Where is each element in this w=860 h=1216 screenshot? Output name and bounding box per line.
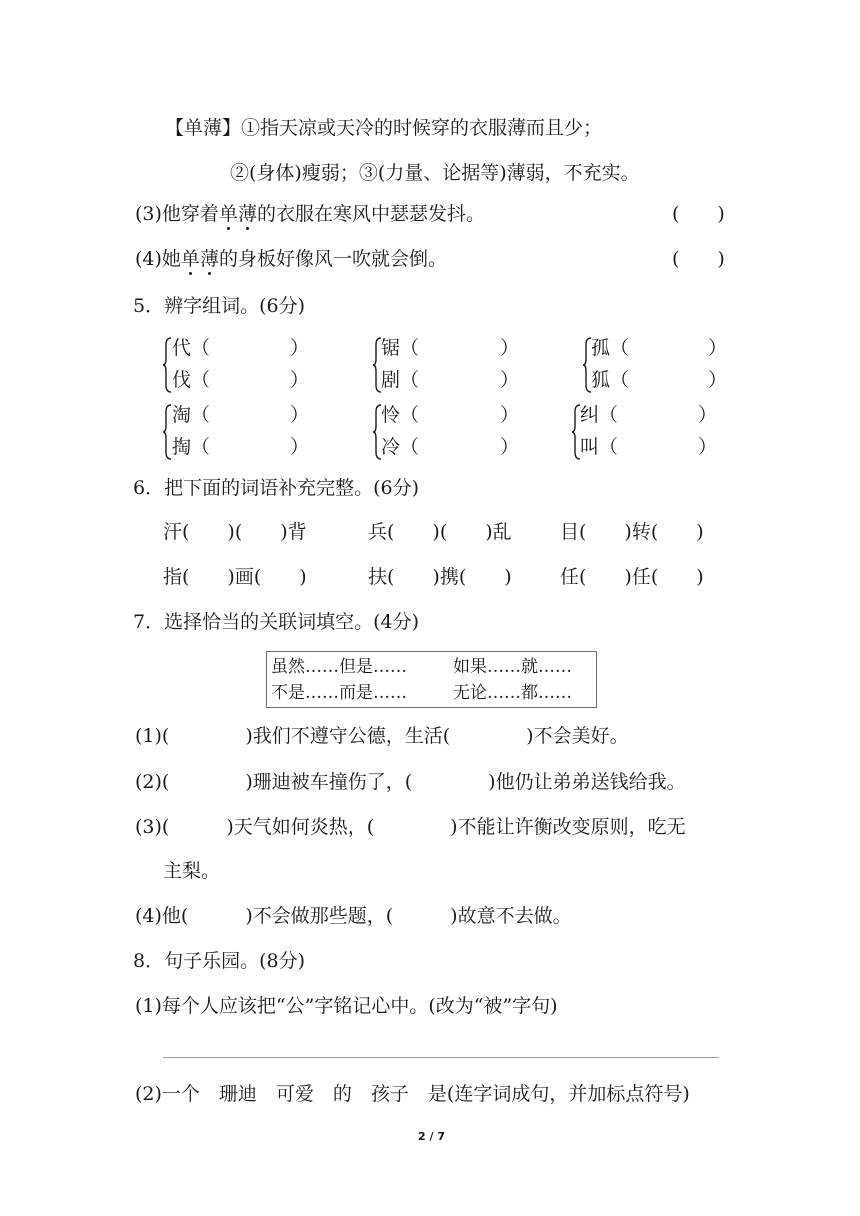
idiom-fill[interactable]: 任( )任( ) (560, 566, 704, 588)
answer-blank[interactable]: ） (500, 404, 520, 426)
question-3 (135, 205, 485, 224)
answer-blank[interactable]: ） (708, 337, 728, 359)
answer-blank[interactable]: ） (290, 337, 310, 359)
pair-char-a: 怜（ (381, 404, 420, 426)
emphasis-char: 单 (218, 203, 238, 225)
pair-char-b: 狐（ (591, 369, 630, 391)
answer-blank-4[interactable]: ( ) (672, 248, 725, 270)
emphasis-char: 薄 (237, 203, 257, 225)
idiom-fill[interactable]: 指( )画( ) (163, 566, 307, 588)
answer-blank[interactable]: ） (698, 404, 718, 426)
question-3-text-b: 的衣服在寒风中瑟瑟发抖。 (256, 203, 485, 225)
question-7-3-cont: 主梨。 (163, 860, 221, 882)
pair-char-a: 代（ (172, 337, 211, 359)
definition-line-1 (165, 119, 602, 138)
answer-blank[interactable]: ） (708, 369, 728, 391)
section-7-title: 7．选择恰当的关联词填空。(4分) (133, 611, 420, 633)
section-5-title: 5．辨字组词。(6分) (133, 295, 306, 317)
question-7-3[interactable]: (3)( )天气如何炎热，( )不能让许衡改变原则，吃无 (135, 816, 686, 838)
question-3-text-a: (3)他穿着 (135, 203, 219, 225)
answer-blank[interactable]: ） (290, 369, 310, 391)
emphasis-char: 薄 (199, 248, 219, 270)
idiom-fill[interactable]: 扶( )携( ) (368, 566, 512, 588)
page-number: 2 / 7 (418, 1130, 445, 1143)
pair-char-b: 掏（ (172, 436, 211, 458)
answer-blank[interactable]: ） (500, 337, 520, 359)
definition-line-2: ②(身体)瘦弱；③(力量、论据等)薄弱，不充实。 (230, 162, 640, 184)
word-bank-item: 无论……都…… (453, 683, 572, 703)
question-4-text-b: 的身板好像风一吹就会倒。 (218, 248, 447, 270)
pair-char-b: 叫（ (580, 436, 619, 458)
answer-blank[interactable]: ） (290, 404, 310, 426)
word-bank-item: 如果……就…… (453, 657, 572, 677)
question-8-2: (2)一个 珊迪 可爱 的 孩子 是(连字词成句，并加标点符号) (135, 1083, 690, 1105)
idiom-fill[interactable]: 汗( )( )背 (163, 521, 307, 543)
question-7-4[interactable]: (4)他( )不会做那些题，( )故意不去做。 (135, 905, 572, 927)
question-8-1: (1)每个人应该把“公”字铭记心中。(改为“被”字句) (135, 995, 558, 1017)
answer-line[interactable] (163, 1057, 719, 1058)
pair-char-b: 伐（ (172, 369, 211, 391)
word-bank-item: 不是……而是…… (271, 683, 407, 703)
idiom-fill[interactable]: 目( )转( ) (560, 521, 704, 543)
question-7-2[interactable]: (2)( )珊迪被车撞伤了，( )他仍让弟弟送钱给我。 (135, 771, 686, 793)
definition-term: 【单薄】 (165, 117, 242, 139)
pair-char-a: 淘（ (172, 404, 211, 426)
question-4 (135, 250, 447, 269)
word-bank-item: 虽然……但是…… (271, 657, 407, 677)
emphasis-char: 单 (180, 248, 200, 270)
answer-blank[interactable]: ） (500, 436, 520, 458)
definition-sense-1: ①指天凉或天冷的时候穿的衣服薄而且少； (241, 117, 603, 139)
pair-char-b: 剧（ (381, 369, 420, 391)
answer-blank[interactable]: ） (500, 369, 520, 391)
pair-char-a: 纠（ (580, 404, 619, 426)
answer-blank-3[interactable]: ( ) (672, 203, 725, 225)
question-4-text-a: (4)她 (135, 248, 181, 270)
question-7-1[interactable]: (1)( )我们不遵守公德，生活( )不会美好。 (135, 725, 629, 747)
section-8-title: 8．句子乐园。(8分) (133, 950, 306, 972)
answer-blank[interactable]: ） (290, 436, 310, 458)
pair-char-a: 孤（ (591, 337, 630, 359)
idiom-fill[interactable]: 兵( )( )乱 (368, 521, 512, 543)
section-6-title: 6．把下面的词语补充完整。(6分) (133, 477, 420, 499)
answer-blank[interactable]: ） (698, 436, 718, 458)
pair-char-a: 锯（ (381, 337, 420, 359)
pair-char-b: 冷（ (381, 436, 420, 458)
